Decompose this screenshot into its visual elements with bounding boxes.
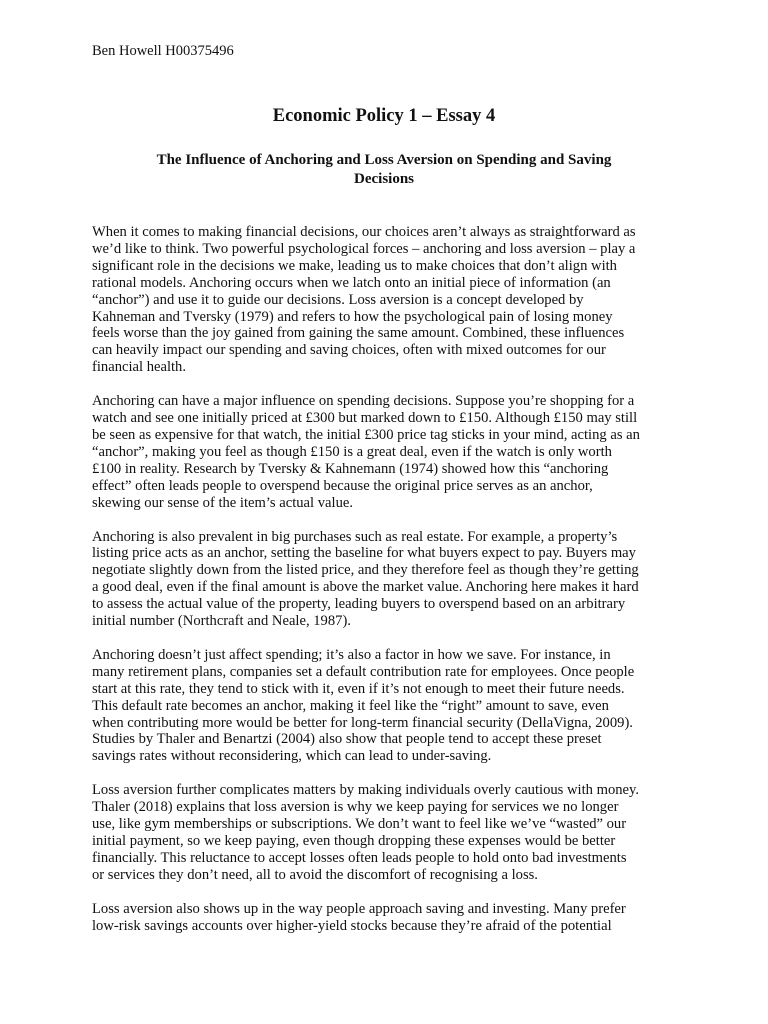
- paragraph-line: Loss aversion also shows up in the way people approach saving and investing. Many prefer: [92, 900, 626, 917]
- essay-paragraph: [92, 224, 676, 376]
- essay-paragraph: [92, 647, 676, 765]
- paragraph-line: watch and see one initially priced at £300 but marked down to £150. Although £150 may still: [92, 410, 638, 427]
- essay-subtitle: [92, 151, 676, 189]
- paragraph-line: This default rate becomes an anchor, making it feel like the “right” amount to save, even: [92, 697, 609, 714]
- paragraph-line: listing price acts as an anchor, setting the baseline for what buyers expect to pay. Buyers may: [92, 545, 636, 562]
- paragraph-line: £100 in reality. Research by Tversky & Kahnemann (1974) showed how this “anchoring: [92, 460, 609, 477]
- paragraph-line: significant role in the decisions we make, leading us to make choices that don’t align with: [92, 257, 617, 274]
- paragraph-line: start at this rate, they tend to stick with it, even if it’s not enough to meet their future needs.: [92, 680, 625, 697]
- author-header: Ben Howell H00375496: [92, 43, 234, 59]
- paragraph-line: When it comes to making financial decisions, our choices aren’t always as straightforward as: [92, 224, 636, 240]
- paragraph-line: skewing our sense of the item’s actual value.: [92, 494, 353, 511]
- paragraph-line: Studies by Thaler and Benartzi (2004) also show that people tend to accept these preset: [92, 731, 602, 748]
- paragraph-line: Loss aversion further complicates matters by making individuals overly cautious with money.: [92, 782, 640, 799]
- paragraph-line: Kahneman and Tversky (1979) and refers to how the psychological pain of losing money: [92, 308, 613, 325]
- paragraph-line: Anchoring is also prevalent in big purchases such as real estate. For example, a property’s: [92, 528, 618, 545]
- essay-title: Economic Policy 1 – Essay 4: [272, 106, 496, 126]
- paragraph-line: Anchoring doesn’t just affect spending; it’s also a factor in how we save. For instance, in: [92, 646, 611, 663]
- essay-paragraph: [92, 782, 676, 883]
- paragraph-line: can heavily impact our spending and saving choices, often with mixed outcomes for our: [92, 342, 606, 359]
- paragraph-line: Thaler (2018) explains that loss aversion is why we keep paying for services we no longer: [92, 799, 619, 816]
- paragraph-line: financial health.: [92, 359, 187, 376]
- paragraph-line: to assess the actual value of the property, leading buyers to overspend based on an arbitrary: [92, 596, 626, 613]
- paragraph-line: savings rates without reconsidering, which can lead to under-saving.: [92, 748, 492, 765]
- paragraph-line: feels worse than the joy gained from gaining the same amount. Combined, these influences: [92, 325, 625, 342]
- paragraph-line: a good deal, even if the final amount is above the market value. Anchoring here makes it hard: [92, 579, 639, 596]
- paragraph-line: many retirement plans, companies set a default contribution rate for employees. Once people: [92, 663, 635, 680]
- essay-body: [92, 224, 676, 952]
- paragraph-line: we’d like to think. Two powerful psychological forces – anchoring and loss aversion – play a: [92, 240, 636, 257]
- essay-paragraph: [92, 393, 676, 511]
- paragraph-line: negotiate slightly down from the listed price, and they therefore feel as though they’re getting: [92, 562, 639, 579]
- paragraph-line: rational models. Anchoring occurs when we latch onto an initial piece of information (an: [92, 274, 611, 291]
- paragraph-line: low-risk savings accounts over higher-yield stocks because they’re afraid of the potential: [92, 917, 612, 934]
- paragraph-line: initial payment, so we keep paying, even though dropping these expenses would be better: [92, 833, 616, 849]
- paragraph-line: effect” often leads people to overspend because the original price serves as an anchor,: [92, 477, 593, 494]
- paragraph-line: “anchor”) and use it to guide our decisions. Loss aversion is a concept developed by: [92, 291, 584, 308]
- paragraph-line: or services they don’t need, all to avoid the discomfort of recognising a loss.: [92, 866, 538, 883]
- essay-paragraph: [92, 901, 676, 935]
- paragraph-line: “anchor”, making you feel as though £150 is a great deal, even if the watch is only worth: [92, 443, 612, 460]
- subtitle-line: Decisions: [354, 171, 414, 187]
- paragraph-line: Anchoring can have a major influence on spending decisions. Suppose you’re shopping for a: [92, 393, 635, 410]
- subtitle-line: The Influence of Anchoring and Loss Aversion on Spending and Saving: [156, 152, 612, 168]
- paragraph-line: when contributing more would be better for long-term financial security (DellaVigna, 2009).: [92, 714, 633, 731]
- paragraph-line: be seen as expensive for that watch, the initial £300 price tag sticks in your mind, acting as an: [92, 426, 640, 443]
- paragraph-line: financially. This reluctance to accept losses often leads people to hold onto bad investments: [92, 849, 627, 866]
- essay-paragraph: [92, 529, 676, 630]
- paragraph-line: initial number (Northcraft and Neale, 1987).: [92, 613, 351, 630]
- paragraph-line: use, like gym memberships or subscriptions. We don’t want to feel like we’ve “wasted” our: [92, 816, 627, 833]
